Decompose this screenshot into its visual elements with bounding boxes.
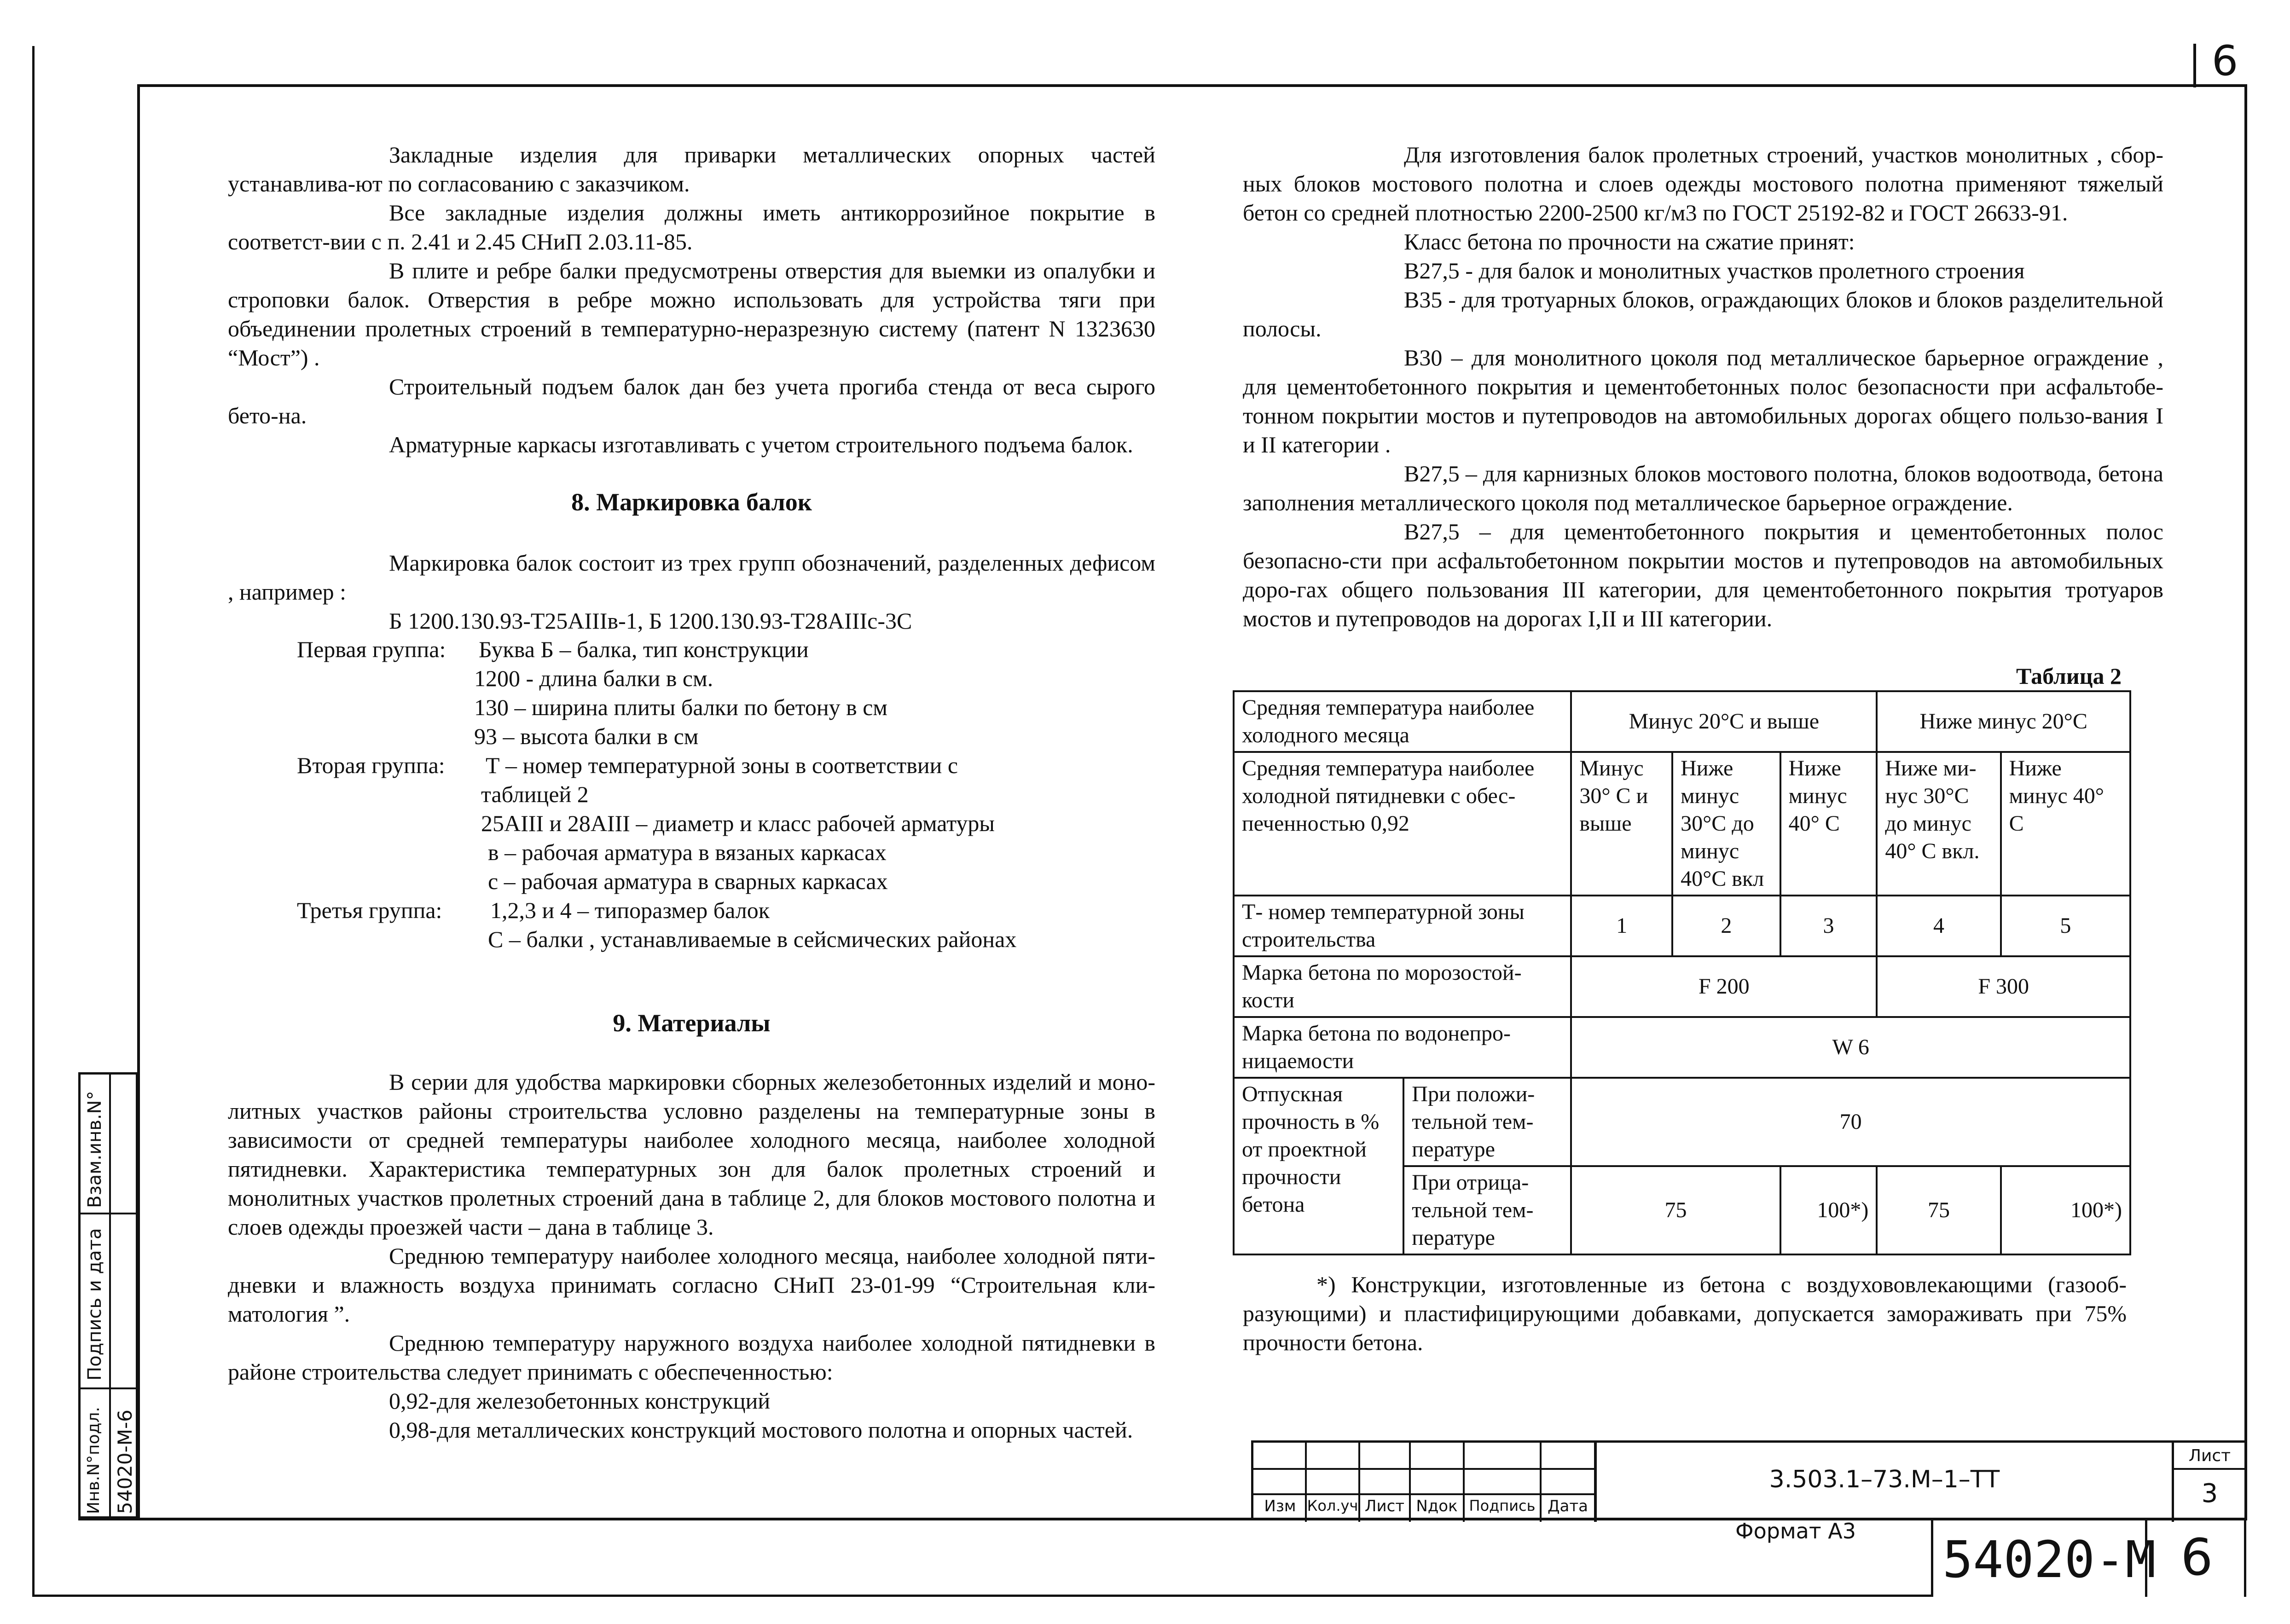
table-cell: Ниже минус 40° С bbox=[1780, 752, 1877, 896]
inner-right-border bbox=[2244, 84, 2247, 1520]
section9-text: В серии для удобства маркировки сборных железобетонных изделий и моно-литных участков районы строительства условно разделены на температурные зоны в зависимости от средней температуры наиболее холодного месяца, наиболее холодной пятидневки. Характеристика температурных зон для балок пролетных строений и монолитных участков пролетных строений дана в таблице 2, для блоков мостового полотна и слоев одежды проезжей части – дана в таблице 3. Среднюю температуру наиболее холодного месяца, наиболее холодной пяти-дневки и влажность воздуха принимать согласно СНиП 23-01-99 “Строительная кли-матология ”. Среднюю температуру наружного воздуха наиболее холодной пятидневки в районе строительства следует принимать с обеспеченностью: 0,92-для железобетонных конструкций 0,98-для металлических конструкций мостового полотна и опорных частей. bbox=[228, 1069, 1155, 1443]
stamp-header: Дата bbox=[1547, 1497, 1589, 1515]
sheet-value: 3 bbox=[2201, 1479, 2218, 1508]
side-label-signature: Подпись и дата bbox=[84, 1228, 105, 1381]
group3-line: 1,2,3 и 4 – типоразмер балок bbox=[490, 897, 770, 923]
stamp-header: Лист bbox=[1364, 1497, 1405, 1515]
table-cell: Минус 20°С и выше bbox=[1571, 691, 1877, 752]
page-number: 6 bbox=[2180, 1528, 2213, 1587]
left-intro-text: Закладные изделия для приварки металлических опорных частей устанавлива-ют по согласованию с заказчиком. Все закладные изделия должны иметь антикоррозийное покрытие в соответст-вии с п. 2.41 и 2.45 СНиП 2.03.11-85. В плите и ребре балки предусмотрены отверстия для выемки из опалубки и строповки балок. Отверстия в ребре можно использовать для устройства тяги при объединении пролетных строений в температурно-неразрезную систему (патент N 1323630 “Мост”) . Строительный подъем балок дан без учета прогиба стенда от веса сырого бето-на. Арматурные каркасы изготавливать с учетом строительного подъема балок. bbox=[228, 142, 1155, 457]
outer-left-border bbox=[32, 46, 35, 1597]
title-block bbox=[1251, 1440, 2245, 1520]
table-row bbox=[1234, 752, 2130, 896]
table-cell: При положи-тельной тем-пературе bbox=[1403, 1078, 1571, 1166]
section8-intro: Маркировка балок состоит из трех групп обозначений, разделенных дефисом , например : Б 1200.130.93-Т25АIIIв-1, Б 1200.130.93-Т28АIIIс-3С bbox=[228, 550, 1155, 634]
table-cell: 5 bbox=[2001, 896, 2130, 956]
table-cell: Ниже минус 20°С bbox=[1877, 691, 2130, 752]
table-cell: W 6 bbox=[1571, 1017, 2130, 1078]
table-cell: Средняя температура наиболее холодного месяца bbox=[1234, 691, 1571, 752]
table-cell: При отрица-тельной тем-пературе bbox=[1403, 1166, 1571, 1254]
side-label-replace-inv: Взам.инв.N° bbox=[84, 1091, 105, 1208]
stamp-header: Изм bbox=[1264, 1497, 1296, 1515]
table-cell: Отпускная прочность в % от проектной прочности бетона bbox=[1234, 1078, 1403, 1254]
temperature-zones-table bbox=[1233, 690, 2131, 1255]
table-cell: 70 bbox=[1571, 1078, 2130, 1166]
table-cell: 75 bbox=[1877, 1166, 2000, 1254]
group2-label: Вторая группа: bbox=[297, 752, 445, 778]
right-materials-text: Для изготовления балок пролетных строений, участков монолитных , сбор-ных блоков мостового полотна и слоев одежды мостового полотна применяют тяжелый бетон со средней плотностью 2200-2500 кг/м3 по ГОСТ 25192-82 и ГОСТ 26633-91. Класс бетона по прочности на сжатие принят: В27,5 - для балок и монолитных участков пролетного строения В35 - для тротуарных блоков, ограждающих блоков и блоков разделительной полосы. В30 – для монолитного цоколя под металлическое барьерное ограждение , для цементобетонного покрытия и цементобетонных полос безопасности при асфальтобе-тонном покрытии мостов и путепроводов на автомобильных дорогах общего пользо-вания I и II категории . В27,5 – для карнизных блоков мостового полотна, блоков водоотвода, бетона заполнения металлического цоколя под металлическое барьерное ограждение. В27,5 – для цементобетонного покрытия и цементобетонных полос безопасно-сти при асфальтобетонном покрытии мостов и путепроводов на автомобильных доро-гах общего пользования III категории, для цементобетонного покрытия тротуаров мостов и путепроводов на дорогах I,II и III категории. bbox=[1243, 142, 2163, 631]
sheet-label: Лист bbox=[2188, 1446, 2231, 1465]
group1-line: 1200 - длина балки в см. bbox=[474, 665, 713, 691]
table-caption: Таблица 2 bbox=[2016, 663, 2122, 689]
group1-line: 93 – высота балки в см bbox=[474, 723, 699, 749]
group2-line: таблицей 2 bbox=[481, 781, 589, 807]
table-cell: 2 bbox=[1672, 896, 1780, 956]
table-cell: 1 bbox=[1571, 896, 1672, 956]
section9-title: 9. Материалы bbox=[613, 1009, 771, 1037]
table-cell: F 300 bbox=[1877, 956, 2130, 1017]
inventory-block bbox=[1931, 1519, 2246, 1597]
group3-label: Третья группа: bbox=[297, 897, 442, 923]
group2-line: с – рабочая арматура в сварных каркасах bbox=[488, 868, 888, 894]
table-cell: Ниже минус 30°С до минус 40°С вкл bbox=[1672, 752, 1780, 896]
table-cell: Ниже ми-нус 30°С до минус 40° С вкл. bbox=[1877, 752, 2000, 896]
sheet-number-top: 6 bbox=[2212, 37, 2238, 85]
group1-line: Буква Б – балка, тип конструкции bbox=[479, 636, 809, 662]
table-cell: 100*) bbox=[2001, 1166, 2130, 1254]
section8-title: 8. Маркировка балок bbox=[571, 488, 812, 516]
group2-line: Т – номер температурной зоны в соответствии с bbox=[486, 752, 958, 778]
table-cell: Средняя температура наиболее холодной пятидневки с обес-печенностью 0,92 bbox=[1234, 752, 1571, 896]
table-cell: F 200 bbox=[1571, 956, 1877, 1017]
stamp-header: Кол.уч bbox=[1307, 1497, 1358, 1514]
group1-line: 130 – ширина плиты балки по бетону в см bbox=[474, 694, 888, 720]
document-code: 3.503.1–73.М–1–ТТ bbox=[1769, 1466, 2000, 1493]
format-label: Формат А3 bbox=[1735, 1519, 1856, 1543]
table-cell: 4 bbox=[1877, 896, 2000, 956]
table-row bbox=[1234, 691, 2130, 752]
outer-bottom-border bbox=[32, 1595, 1933, 1597]
stamp-header: Nдок bbox=[1416, 1497, 1458, 1515]
table-cell: Ниже минус 40° С bbox=[2001, 752, 2130, 896]
table-cell: 100*) bbox=[1780, 1166, 1877, 1254]
table-cell: Т- номер температурной зоны строительства bbox=[1234, 896, 1571, 956]
table-cell: Марка бетона по морозостой-кости bbox=[1234, 956, 1571, 1017]
table-row bbox=[1234, 1017, 2130, 1078]
table-footnote: *) Конструкции, изготовленные из бетона с воздухововлекающими (газооб-разующими) и пластифицирующими добавками, допускается замораживать при 75% прочности бетона. bbox=[1243, 1271, 2127, 1355]
table-row bbox=[1234, 1078, 2130, 1166]
top-number-divider bbox=[2193, 44, 2196, 87]
stamp-header: Подпись bbox=[1469, 1497, 1536, 1514]
side-inv-value: 54020-М-6 bbox=[114, 1410, 136, 1514]
group1-label: Первая группа: bbox=[297, 636, 446, 662]
table-row bbox=[1234, 896, 2130, 956]
table-row bbox=[1234, 956, 2130, 1017]
table-cell: 3 bbox=[1780, 896, 1877, 956]
side-strip bbox=[78, 1072, 138, 1519]
top-border-line bbox=[138, 84, 2246, 87]
table-cell: Минус 30° С и выше bbox=[1571, 752, 1672, 896]
table-cell: 75 bbox=[1571, 1166, 1780, 1254]
group2-line: в – рабочая арматура в вязаных каркасах bbox=[488, 839, 887, 865]
side-label-inv: Инв.N°подл. bbox=[84, 1407, 103, 1514]
group2-line: 25АIII и 28АIII – диаметр и класс рабочей арматуры bbox=[481, 810, 995, 836]
group3-line: С – балки , устанавливаемые в сейсмических районах bbox=[488, 926, 1017, 952]
table-cell: Марка бетона по водонепро-ницаемости bbox=[1234, 1017, 1571, 1078]
inventory-number: 54020-М bbox=[1942, 1530, 2156, 1589]
